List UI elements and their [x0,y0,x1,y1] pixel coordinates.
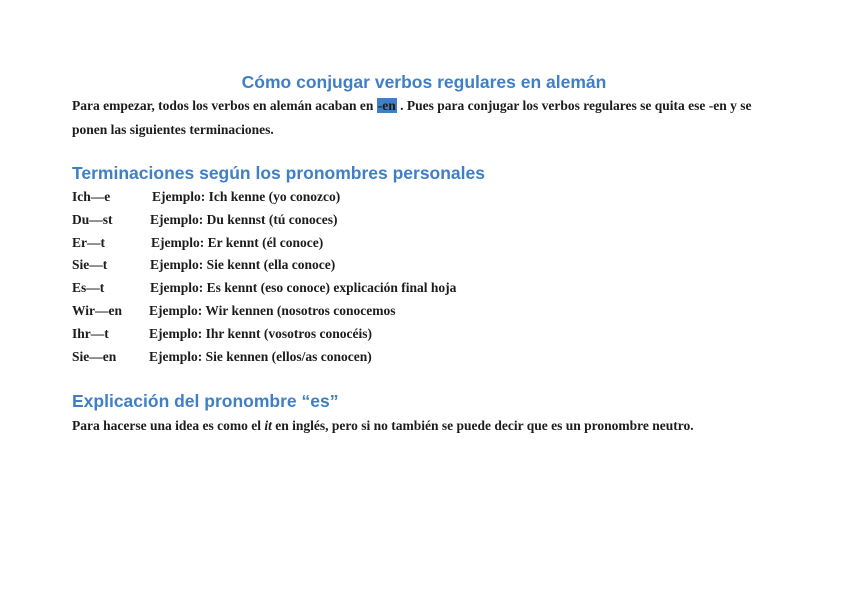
es-text-before: Para hacerse una idea es como el [72,418,265,433]
page-title: Cómo conjugar verbos regulares en alemán [241,72,607,92]
list-item [72,277,772,300]
conjugation-form: Er—t [72,234,105,250]
conjugation-example: Ejemplo: Du kennst (tú conoces) [150,211,338,227]
conjugation-list [72,186,772,368]
es-explanation-paragraph [72,414,782,438]
conjugation-form: Ich—e [72,189,111,204]
conjugation-form: Sie—t [72,257,108,273]
conjugation-form: Ihr—t [72,325,109,341]
conjugation-example: Ejemplo: Es kennt (eso conoce) explicación final hoja [150,280,457,296]
conjugation-example: Ejemplo: Er kennt (él conoce) [151,234,324,250]
conjugation-example: Ejemplo: Ihr kennt (vosotros conocéis) [149,325,372,341]
list-item [72,186,772,209]
list-item [72,209,772,232]
list-item [72,300,772,323]
conjugation-example: Ejemplo: Wir kennen (nosotros conocemos [149,302,396,318]
conjugation-example: Ejemplo: Ich kenne (yo conozco) [152,189,341,204]
highlighted-suffix: -en [377,98,396,113]
section-heading-terminaciones: Terminaciones según los pronombres personales [72,163,485,183]
intro-text-after: . Pues para conjugar los verbos regulares se quita ese -en y se ponen las siguientes terminaciones. [72,98,752,137]
conjugation-example: Ejemplo: Sie kennt (ella conoce) [150,257,336,273]
conjugation-form: Es—t [72,280,105,296]
list-item [72,346,772,369]
it-word: it [264,418,272,433]
conjugation-form: Sie—en [72,348,117,364]
conjugation-example: Ejemplo: Sie kennen (ellos/as conocen) [149,348,372,364]
list-item [72,254,772,277]
intro-paragraph [72,94,782,142]
list-item [72,232,772,255]
intro-text-before: Para empezar, todos los verbos en alemán acaban en [72,98,377,113]
list-item [72,323,772,346]
conjugation-form: Du—st [72,211,113,227]
es-text-after: en inglés, pero si no también se puede decir que es un pronombre neutro. [271,418,694,433]
conjugation-form: Wir—en [72,302,122,318]
section-heading-es: Explicación del pronombre “es” [72,391,339,411]
